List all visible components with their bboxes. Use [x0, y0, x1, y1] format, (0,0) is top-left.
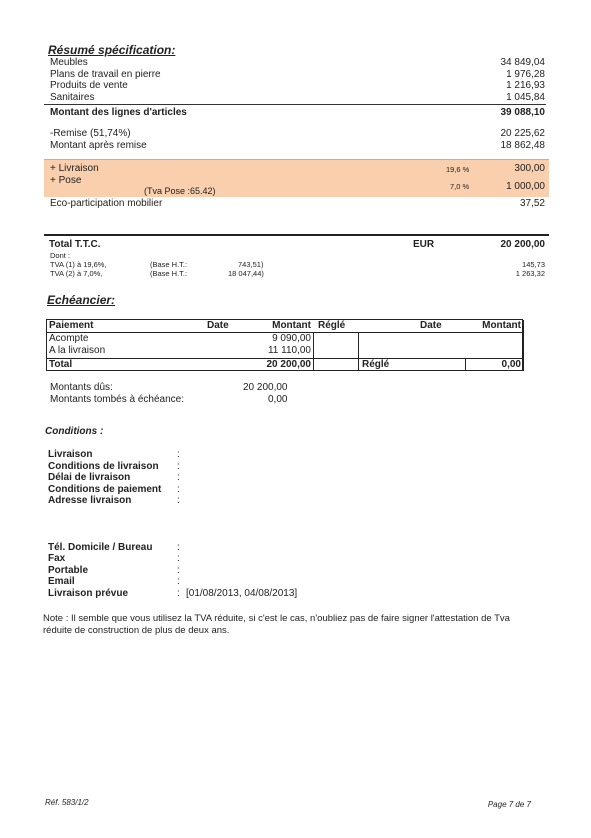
colon: :: [177, 576, 180, 587]
dus-value: 20 200,00: [243, 382, 288, 393]
ttc-value: 20 200,00: [500, 239, 545, 250]
summary-item-value: 1 976,28: [506, 69, 545, 80]
discount-value: 20 225,62: [500, 128, 545, 139]
colon: :: [177, 588, 180, 599]
tva1-base: 743,51): [238, 260, 264, 269]
summary-item-label: Sanitaires: [50, 92, 95, 103]
ttc-label: Total T.T.C.: [49, 239, 101, 250]
condition-field: Livraison: [48, 449, 93, 460]
currency: EUR: [413, 239, 435, 250]
summary-total-value: 39 088,10: [500, 107, 545, 118]
col-header-montant2: Montant: [482, 320, 521, 331]
colon: :: [177, 553, 180, 564]
contact-field: Tél. Domicile / Bureau: [48, 542, 153, 553]
dont-label: Dont :: [50, 251, 71, 260]
summary-total-label: Montant des lignes d'articles: [50, 107, 187, 118]
contact-field: Portable: [48, 565, 89, 576]
footer-ref: Réf. 583/1/2: [45, 798, 89, 807]
summary-item-value: 1 045,84: [506, 92, 545, 103]
schedule-title: Echéancier:: [47, 293, 116, 307]
colon: :: [177, 542, 180, 553]
colon: :: [177, 449, 180, 460]
contact-field: Fax: [48, 553, 66, 564]
table-vline-date2: [465, 358, 466, 371]
tva1-base-label: (Base H.T.:: [150, 260, 188, 269]
table-total-label: Total: [49, 359, 73, 370]
condition-field: Conditions de livraison: [48, 461, 159, 472]
totals-divider: [44, 234, 549, 236]
table-vline-regle: [358, 332, 359, 371]
summary-divider: [44, 104, 546, 105]
tva2-base-label: (Base H.T.:: [150, 269, 188, 278]
summary-item-value: 34 849,04: [500, 57, 545, 68]
contact-field: Email: [48, 576, 75, 587]
col-header-montant: Montant: [272, 320, 311, 331]
col-header-date2: Date: [420, 320, 442, 331]
contact-field: Livraison prévue: [48, 588, 129, 599]
footer-page: Page 7 de 7: [487, 800, 531, 809]
summary-item-label: Meubles: [50, 57, 88, 68]
tombes-label: Montants tombés à échéance:: [50, 394, 184, 405]
tva2-value: 1 263,32: [515, 269, 545, 278]
extras-highlight: [44, 159, 549, 197]
table-total-montant2: 0,00: [501, 359, 521, 370]
conditions-title: Conditions :: [45, 426, 104, 437]
schedule-table: [46, 319, 523, 371]
condition-field: Conditions de paiement: [48, 484, 162, 495]
livraison-prevue-value: [01/08/2013, 04/08/2013]: [186, 588, 298, 599]
table-row-label: Acompte: [49, 333, 89, 344]
summary-title: Résumé spécification:: [48, 43, 176, 57]
after-discount-label: Montant après remise: [50, 140, 147, 151]
tombes-value: 0,00: [268, 394, 288, 405]
colon: :: [177, 565, 180, 576]
col-header-paiement: Paiement: [49, 320, 94, 331]
after-discount-value: 18 862,48: [500, 140, 545, 151]
discount-label: -Remise (51,74%): [50, 128, 131, 139]
table-vline-montant: [313, 332, 314, 371]
summary-item-label: Produits de vente: [50, 80, 128, 91]
condition-field: Délai de livraison: [48, 472, 131, 483]
eco-value: 37,52: [519, 198, 545, 209]
tva2-base: 18 047,44): [228, 269, 264, 278]
table-total-regle: Réglé: [362, 359, 390, 370]
extras-top-border: [44, 159, 549, 160]
table-row-montant: 9 090,00: [272, 333, 311, 344]
summary-item-label: Plans de travail en pierre: [50, 69, 161, 80]
delivery-rate: 19,6 %: [446, 165, 470, 174]
col-header-regle: Réglé: [318, 320, 346, 331]
colon: :: [177, 472, 180, 483]
summary-item-value: 1 216,93: [506, 80, 545, 91]
colon: :: [177, 495, 180, 506]
eco-label: Eco-participation mobilier: [50, 198, 163, 209]
note-line-2: réduite de construction de plus de deux ans.: [43, 625, 230, 636]
tva2-label: TVA (2) à 7,0%,: [50, 269, 103, 278]
col-header-date: Date: [207, 320, 229, 331]
table-row-montant: 11 110,00: [267, 345, 311, 356]
delivery-label: + Livraison: [50, 163, 99, 174]
condition-field: Adresse livraison: [48, 495, 132, 506]
table-total-montant: 20 200,00: [266, 359, 311, 370]
delivery-value: 300,00: [514, 163, 545, 174]
tva1-label: TVA (1) à 19,6%,: [50, 260, 107, 269]
table-row-label: A la livraison: [49, 345, 106, 356]
pose-rate: 7,0 %: [450, 182, 470, 191]
tva1-value: 145,73: [522, 260, 545, 269]
pose-value: 1 000,00: [506, 181, 545, 192]
colon: :: [177, 461, 180, 472]
dus-label: Montants dûs:: [50, 382, 113, 393]
colon: :: [177, 484, 180, 495]
note-line-1: Note : Il semble que vous utilisez la TVA réduite, si c'est le cas, n'oubliez pas de faire signer l'attestation de Tva: [43, 613, 510, 624]
table-vline-right: [523, 320, 524, 371]
pose-tva-note: (Tva Pose :65.42): [144, 186, 216, 196]
pose-label: + Pose: [50, 175, 82, 186]
